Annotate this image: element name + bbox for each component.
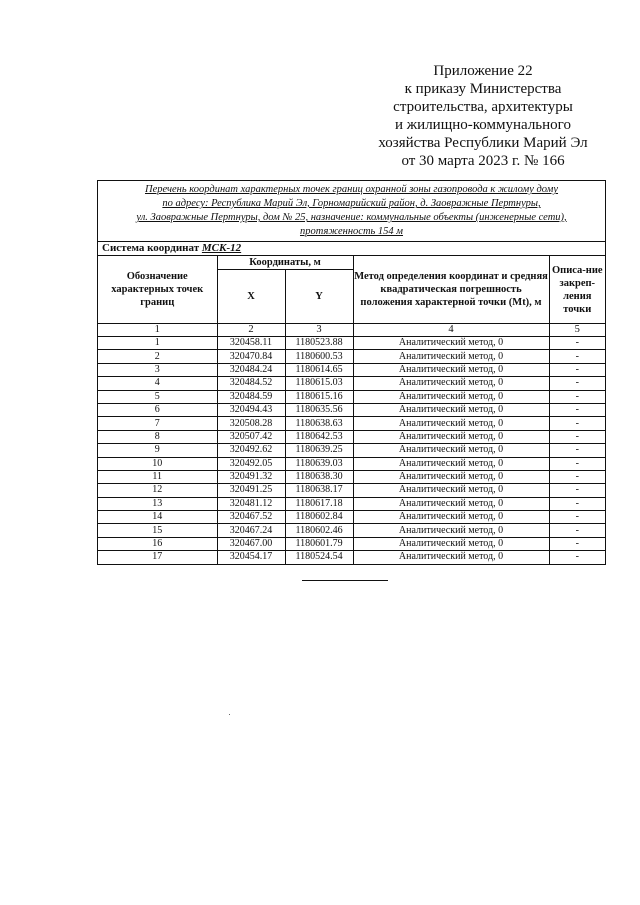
document-title [98,181,605,242]
point-number: 8 [98,430,217,443]
table-row [98,417,605,430]
header-line: и жилищно-коммунального [395,117,571,133]
column-number: 1 [98,324,217,337]
appendix-header [360,62,606,170]
coord-x: 320492.62 [217,444,285,457]
table-row [98,551,605,564]
point-number: 4 [98,377,217,390]
description: - [549,377,605,390]
header-line: к приказу Министерства [404,81,562,97]
title-line: по адресу: Республика Марий Эл, Горномарийский район, д. Заовражные Пертнуры, [162,198,541,209]
point-number: 3 [98,363,217,376]
coord-x: 320508.28 [217,417,285,430]
description: - [549,403,605,416]
title-line: протяженность 154 м [299,226,404,237]
method: Аналитический метод, 0 [353,403,549,416]
coord-y: 1180617.18 [285,497,353,510]
method: Аналитический метод, 0 [353,497,549,510]
method: Аналитический метод, 0 [353,417,549,430]
coord-x: 320491.32 [217,470,285,483]
table-row [98,363,605,376]
point-number: 9 [98,444,217,457]
method: Аналитический метод, 0 [353,363,549,376]
description: - [549,524,605,537]
point-number: 2 [98,350,217,363]
coord-x: 320467.00 [217,537,285,550]
coord-y: 1180524.54 [285,551,353,564]
coord-x: 320467.24 [217,524,285,537]
coordinates-document [97,180,606,565]
coord-y: 1180614.65 [285,363,353,376]
description: - [549,417,605,430]
description: - [549,444,605,457]
description: - [549,430,605,443]
description: - [549,390,605,403]
point-number: 11 [98,470,217,483]
coord-x: 320507.42 [217,430,285,443]
coord-y: 1180601.79 [285,537,353,550]
point-number: 10 [98,457,217,470]
table-row [98,484,605,497]
description: - [549,363,605,376]
signature-line [302,580,388,581]
table-row [98,497,605,510]
coordinate-system [98,242,605,256]
coord-y: 1180602.46 [285,524,353,537]
coord-y: 1180602.84 [285,511,353,524]
table-row [98,444,605,457]
coord-y: 1180615.16 [285,390,353,403]
method: Аналитический метод, 0 [353,457,549,470]
header-coords: Координаты, м [217,256,353,270]
header-line: Приложение 22 [433,63,533,79]
scan-speck [229,714,230,715]
description: - [549,497,605,510]
coord-y: 1180615.03 [285,377,353,390]
coord-y: 1180639.25 [285,444,353,457]
description: - [549,350,605,363]
coordinates-table [98,256,605,564]
method: Аналитический метод, 0 [353,484,549,497]
title-line: Перечень координат характерных точек границ охранной зоны газопровода к жилому дому [144,184,559,195]
description: - [549,337,605,350]
description: - [549,537,605,550]
point-number: 13 [98,497,217,510]
table-row [98,403,605,416]
table-row [98,337,605,350]
point-number: 12 [98,484,217,497]
column-number: 2 [217,324,285,337]
header-method: Метод определения координат и средняя квадратическая погрешность положения характерной точки (Mt), м [353,256,549,324]
coordinate-system-label: Система координат [102,242,200,254]
table-row [98,390,605,403]
method: Аналитический метод, 0 [353,350,549,363]
table-row [98,457,605,470]
column-number: 4 [353,324,549,337]
method: Аналитический метод, 0 [353,444,549,457]
point-number: 14 [98,511,217,524]
description: - [549,484,605,497]
column-numbers-row [98,324,605,337]
coord-x: 320492.05 [217,457,285,470]
header-x: X [217,270,285,324]
coord-x: 320454.17 [217,551,285,564]
header-line: от 30 марта 2023 г. № 166 [401,153,565,169]
point-number: 17 [98,551,217,564]
method: Аналитический метод, 0 [353,390,549,403]
point-number: 6 [98,403,217,416]
header-description: Описа-ние закреп-ления точки [549,256,605,324]
description: - [549,511,605,524]
coord-y: 1180638.30 [285,470,353,483]
point-number: 5 [98,390,217,403]
column-number: 3 [285,324,353,337]
point-number: 16 [98,537,217,550]
method: Аналитический метод, 0 [353,537,549,550]
method: Аналитический метод, 0 [353,551,549,564]
header-line: хозяйства Республики Марий Эл [378,135,588,151]
header-point: Обозначение характерных точек границ [98,256,217,324]
point-number: 15 [98,524,217,537]
description: - [549,470,605,483]
method: Аналитический метод, 0 [353,430,549,443]
coord-y: 1180642.53 [285,430,353,443]
header-y: Y [285,270,353,324]
coord-x: 320470.84 [217,350,285,363]
table-row [98,377,605,390]
coord-y: 1180638.63 [285,417,353,430]
coordinate-system-value: МСК-12 [201,242,242,254]
table-row [98,511,605,524]
description: - [549,457,605,470]
table-row [98,524,605,537]
coord-y: 1180638.17 [285,484,353,497]
method: Аналитический метод, 0 [353,337,549,350]
coord-y: 1180523.88 [285,337,353,350]
coord-y: 1180635.56 [285,403,353,416]
coord-x: 320484.52 [217,377,285,390]
coord-x: 320484.59 [217,390,285,403]
coord-y: 1180600.53 [285,350,353,363]
table-row [98,350,605,363]
coord-x: 320458.11 [217,337,285,350]
coord-y: 1180639.03 [285,457,353,470]
description: - [549,551,605,564]
point-number: 7 [98,417,217,430]
coord-x: 320481.12 [217,497,285,510]
method: Аналитический метод, 0 [353,524,549,537]
table-row [98,537,605,550]
point-number: 1 [98,337,217,350]
table-row [98,430,605,443]
coord-x: 320484.24 [217,363,285,376]
table-row [98,470,605,483]
method: Аналитический метод, 0 [353,377,549,390]
coord-x: 320494.43 [217,403,285,416]
method: Аналитический метод, 0 [353,470,549,483]
column-number: 5 [549,324,605,337]
coord-x: 320467.52 [217,511,285,524]
method: Аналитический метод, 0 [353,511,549,524]
title-line: ул. Заовражные Пертнуры, дом № 25, назначение: коммунальные объекты (инженерные сети), [136,212,567,223]
header-line: строительства, архитектуры [393,99,573,115]
coord-x: 320491.25 [217,484,285,497]
